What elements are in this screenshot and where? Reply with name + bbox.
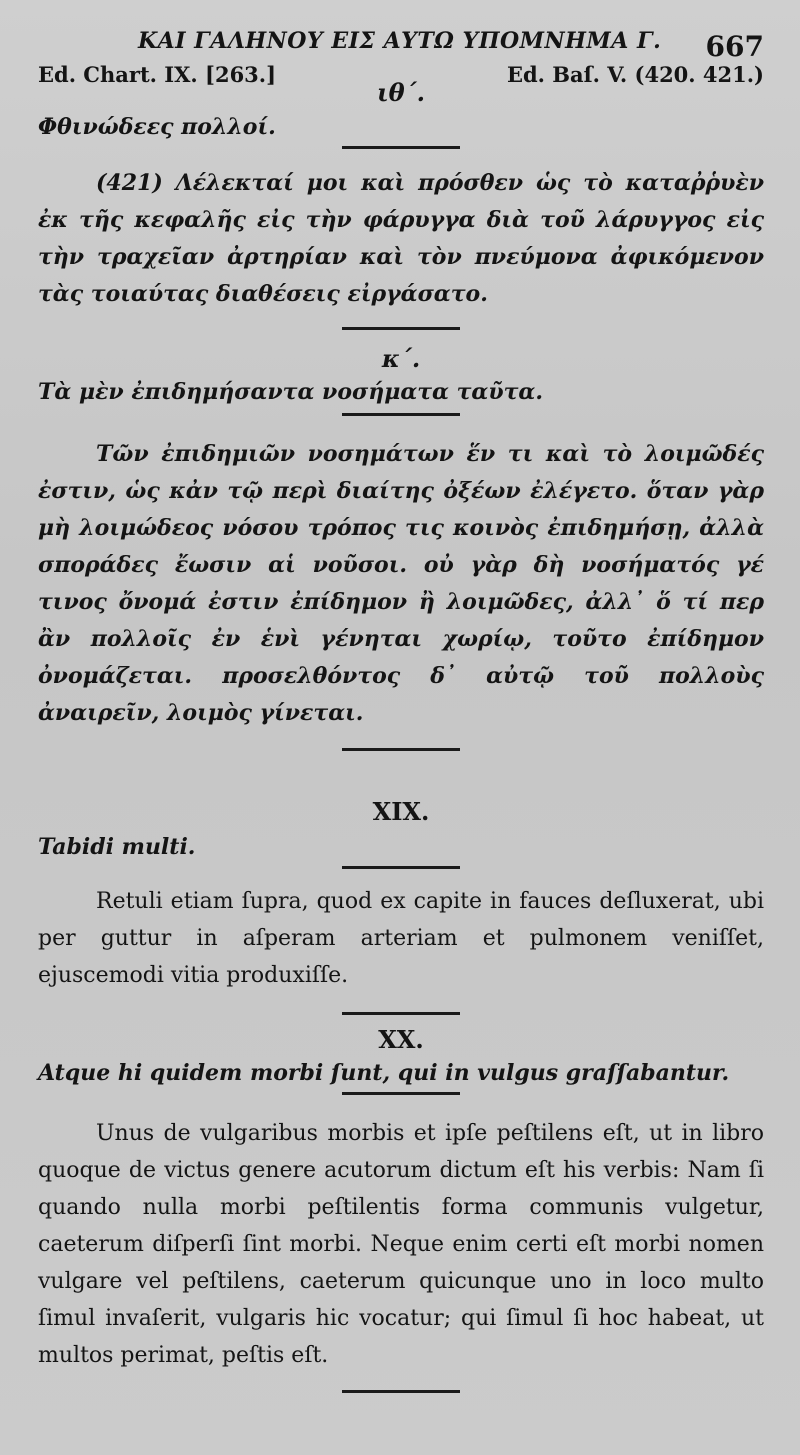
section-lemma: Φθινώδεες πολλοί. <box>38 114 276 140</box>
commentary-paragraph: Τῶν ἐπιδημιῶν νοσημάτων ἕν τι καὶ τὸ λοιμῶδές ἐστιν, ὡς κἀν τῷ περὶ διαίτης ὀξέων ἐλέγετο. ὅταν γὰρ μὴ λοιμώδεος νόσου τρόπος τις κοινὸς ἐπιδημήσῃ, ἀλλὰ σποράδες ἔωσιν αἱ νοῦσοι. οὐ γὰρ δὴ νοσήματός γέ τινος ὄνομά ἐστιν ἐπίδημον ἢ λοιμῶδες, ἀλλ᾽ ὅ τί περ ἂν πολλοῖς ἐν ἑνὶ γένηται χωρίῳ, τοῦτο ἐπίδημον ὀνομάζεται. προσελθόντος δ᾽ αὐτῷ τοῦ πολλοὺς ἀναιρεῖν, λοιμὸς γίνεται. <box>38 441 764 726</box>
commentary-paragraph: Retuli etiam ſupra, quod ex capite in fauces deſluxerat, ubi per guttur in aſperam arteriam et pulmonem veniſſet, ejuscemodi vitia produxiſſe. <box>38 889 764 988</box>
section-number: ιθ΄. <box>377 78 425 107</box>
page-header <box>38 0 764 62</box>
edition-basel: Ed. Baſ. V. (420. 421.) <box>506 62 764 87</box>
divider-rule <box>342 413 460 416</box>
edition-line <box>38 62 764 107</box>
section-lemma: Τὰ μὲν ἐπιδημήσαντα νοσήματα ταῦτα. <box>38 379 544 405</box>
divider-rule <box>342 327 460 330</box>
commentary-paragraph: Unus de vulgaribus morbis et ipſe peſtilens eſt, ut in libro quoque de victus genere acutorum dictum eſt his verbis: Nam ſi quando nulla morbi peſtilentis forma communis vulgetur, caeterum diſperſi ſint morbi. Neque enim certi eſt morbi nomen vulgare vel peſtilens, caeterum quicunque uno in loco multo ſimul invaſerit, vulgaris hic vocatur; qui ſimul ſi hoc habeat, ut multos perimat, peſtis eſt. <box>38 1121 764 1368</box>
divider-rule <box>342 866 460 869</box>
divider-rule <box>342 1012 460 1015</box>
running-title: ΚΑΙ ΓΑΛΗΝΟΥ ΕΙΣ ΑΥΤΩ ΥΠΟΜΝΗΜΑ Γ. <box>138 28 662 54</box>
section-number: κ΄. <box>381 344 421 373</box>
section-lemma: Atque hi quidem morbi ſunt, qui in vulgus graſſabantur. <box>38 1060 730 1086</box>
divider-rule <box>342 748 460 751</box>
section-number: XX. <box>378 1025 424 1054</box>
divider-rule <box>342 1390 460 1393</box>
section-lemma: Tabidi multi. <box>38 834 196 860</box>
page-number: 667 <box>705 30 764 63</box>
commentary-paragraph: (421) Λέλεκταί μοι καὶ πρόσθεν ὡς τὸ καταῤῥυὲν ἐκ τῆς κεφαλῆς εἰς τὴν φάρυγγα διὰ τοῦ λάρυγγος εἰς τὴν τραχεῖαν ἀρτηρίαν καὶ τὸν πνεύμονα ἀφικόμενον τὰς τοιαύτας διαθέσεις εἰργάσατο. <box>38 170 764 307</box>
divider-rule <box>342 1092 460 1095</box>
section-number: XIX. <box>372 797 430 826</box>
divider-rule <box>342 146 460 149</box>
edition-chartier: Ed. Chart. IX. [263.] <box>38 62 277 87</box>
